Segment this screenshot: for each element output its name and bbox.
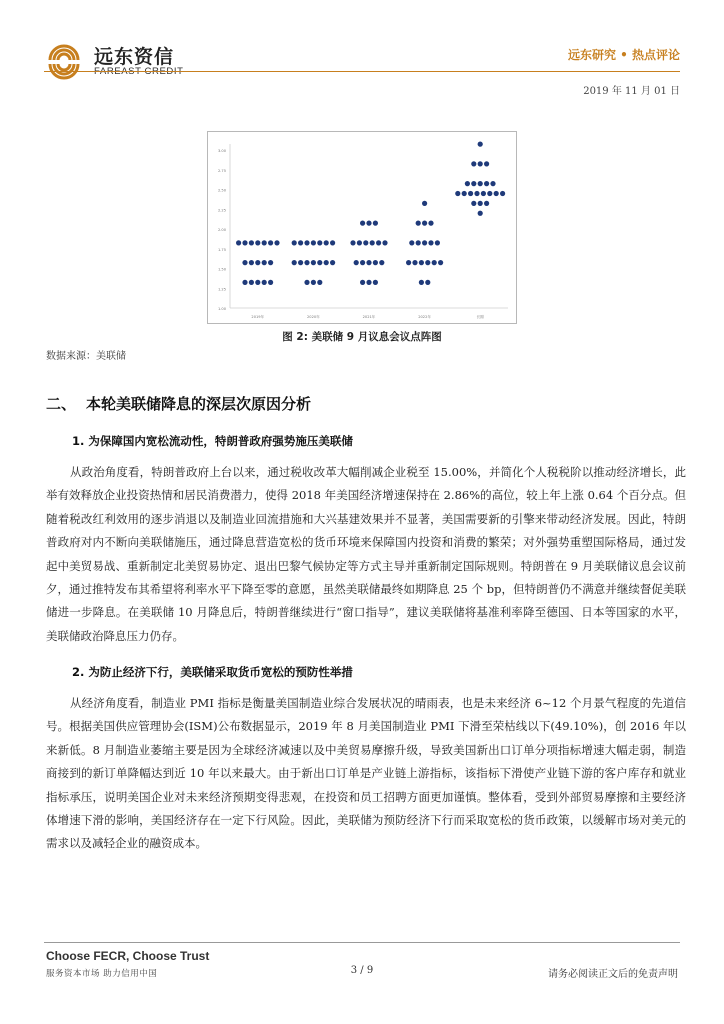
dot-marker: [330, 260, 335, 265]
dot-marker: [455, 191, 460, 196]
dot-marker: [422, 221, 427, 226]
dot-marker: [298, 240, 303, 245]
dot-marker: [311, 260, 316, 265]
dot-marker: [428, 221, 433, 226]
dot-marker: [471, 201, 476, 206]
x-tick-label: 2019年: [251, 315, 265, 319]
y-tick-label: 1.50: [217, 267, 226, 272]
dot-marker: [255, 260, 260, 265]
dot-marker: [249, 240, 254, 245]
dot-marker: [406, 260, 411, 265]
dot-marker: [242, 280, 247, 285]
dot-marker: [409, 240, 414, 245]
dot-marker: [317, 260, 322, 265]
dot-plot-chart: [207, 131, 517, 324]
subsection-2-title: 2. 为防止经济下行，美联储采取货币宽松的预防性举措: [72, 665, 353, 679]
dot-marker: [242, 260, 247, 265]
dot-marker: [438, 260, 443, 265]
dot-marker: [500, 191, 505, 196]
dot-marker: [366, 221, 371, 226]
dot-marker: [373, 260, 378, 265]
dot-marker: [268, 240, 273, 245]
footer-subslogan: 服务资本市场 助力信用中国: [46, 969, 158, 979]
fareast-logo-icon: [44, 40, 84, 80]
dot-marker: [242, 240, 247, 245]
dot-marker: [478, 211, 483, 216]
page-number: 3 / 9: [350, 965, 374, 976]
dot-marker: [487, 191, 492, 196]
y-tick-label: 2.75: [217, 168, 226, 173]
dot-marker: [262, 280, 267, 285]
dot-marker: [360, 221, 365, 226]
dot-marker: [360, 280, 365, 285]
dot-marker: [432, 260, 437, 265]
dot-marker: [298, 260, 303, 265]
page-header: [0, 0, 724, 100]
dot-marker: [474, 191, 479, 196]
footer-slogan: Choose FECR, Choose Trust: [46, 949, 210, 963]
dot-marker: [419, 280, 424, 285]
dot-marker: [262, 240, 267, 245]
header-divider: [44, 71, 680, 72]
dot-marker: [484, 161, 489, 166]
dot-marker: [484, 201, 489, 206]
subsection-1-title: 1. 为保障国内宽松流动性，特朗普政府强势施压美联储: [72, 434, 353, 448]
dot-marker: [382, 240, 387, 245]
dot-marker: [478, 201, 483, 206]
dot-marker: [422, 240, 427, 245]
x-tick-label: 2020年: [307, 315, 320, 319]
dot-marker: [422, 201, 427, 206]
dot-marker: [317, 280, 322, 285]
dot-marker: [481, 191, 486, 196]
figure-caption: 图 2: 美联储 9 月议息会议点阵图: [282, 331, 442, 343]
dot-marker: [435, 240, 440, 245]
y-tick-label: 3.00: [217, 149, 226, 153]
dot-marker: [304, 260, 309, 265]
dot-marker: [490, 181, 495, 186]
dot-marker: [311, 240, 316, 245]
dot-marker: [471, 161, 476, 166]
dot-marker: [249, 280, 254, 285]
dot-marker: [255, 240, 260, 245]
report-date: 2019 年 11 月 01 日: [583, 86, 680, 97]
company-logo: [44, 40, 224, 84]
dot-marker: [478, 181, 483, 186]
dot-marker: [354, 260, 359, 265]
section-number: 二、: [46, 395, 77, 413]
dot-marker: [311, 280, 316, 285]
dot-marker: [462, 191, 467, 196]
dot-plot-svg: [208, 132, 518, 325]
dot-marker: [412, 260, 417, 265]
dot-marker: [366, 280, 371, 285]
y-tick-label: 1.75: [217, 247, 226, 252]
dot-marker: [379, 260, 384, 265]
dot-marker: [304, 280, 309, 285]
footer-divider: [44, 942, 680, 943]
dot-marker: [363, 240, 368, 245]
dot-marker: [304, 240, 309, 245]
dot-marker: [292, 240, 297, 245]
dot-marker: [330, 240, 335, 245]
dot-marker: [255, 280, 260, 285]
dot-marker: [292, 260, 297, 265]
dot-marker: [373, 221, 378, 226]
dot-marker: [425, 260, 430, 265]
dot-marker: [419, 260, 424, 265]
y-tick-label: 2.25: [217, 208, 226, 213]
dot-marker: [425, 280, 430, 285]
dot-marker: [236, 240, 241, 245]
dot-marker: [268, 280, 273, 285]
dot-marker: [350, 240, 355, 245]
dot-marker: [317, 240, 322, 245]
footer-disclaimer: 请务必阅读正文后的免责声明: [548, 969, 678, 980]
dot-marker: [324, 260, 329, 265]
dot-marker: [268, 260, 273, 265]
dot-marker: [416, 221, 421, 226]
y-tick-label: 2.50: [217, 188, 226, 193]
dot-marker: [324, 240, 329, 245]
dot-marker: [428, 240, 433, 245]
data-source-note: 数据来源：美联储: [46, 351, 126, 362]
dot-marker: [376, 240, 381, 245]
subsection-1-paragraph: 从政治角度看，特朗普政府上台以来，通过税收改革大幅削减企业税至 15.00%，并简化个人税税阶以推动经济增长，此举有效释放企业投资热情和居民消费潜力，使得 2018 年美国经济增速保持在 2.86%的高位，较上年上涨 0.64 个百分点。但随着税改红利效用的逐步消退以及制造业回流措施和大兴基建效果并不显著，美国需要新的引擎来带动经济发展。因此，特朗普政府对内不断向美联储施压，通过降息营造宽松的货币环境来保障国内投资和消费的繁荣；对外强势重塑国际格局，通过发起中美贸易战、重新制定北美贸易协定、退出巴黎气候协定等方式主导并重新制定国际规则。特朗普在 9 月美联储议息会议前夕，通过推特发布其希望将利率水平下降至零的意愿，虽然美联储最终如期降息 25 个 bp，但特朗普仍不满意并继续督促美联储进一步降息。在美联储 10 月降息后，特朗普继续进行“窗口指导”，建议美联储将基准利率降至德国、日本等国家的水平，美联储政治降息压力仍存。: [46, 465, 686, 643]
dot-marker: [262, 260, 267, 265]
dot-marker: [357, 240, 362, 245]
dot-marker: [494, 191, 499, 196]
dot-marker: [416, 240, 421, 245]
section-title: 本轮美联储降息的深层次原因分析: [86, 395, 312, 413]
dot-marker: [471, 181, 476, 186]
x-tick-label: 2021年: [362, 315, 376, 319]
dot-marker: [478, 142, 483, 147]
y-tick-label: 2.00: [217, 228, 226, 232]
dot-marker: [468, 191, 473, 196]
dot-marker: [373, 280, 378, 285]
y-tick-label: 1.25: [217, 287, 226, 292]
dot-marker: [360, 260, 365, 265]
dot-marker: [366, 260, 371, 265]
dot-marker: [249, 260, 254, 265]
y-tick-label: 1.00: [217, 307, 226, 311]
x-tick-label: 长期: [476, 315, 484, 319]
dot-marker: [274, 240, 279, 245]
report-series-tag: 远东研究 • 热点评论: [567, 48, 680, 62]
section-heading: [46, 393, 311, 414]
dot-marker: [465, 181, 470, 186]
logo-chinese-name: 远东资信: [94, 46, 175, 68]
x-tick-label: 2022年: [418, 315, 431, 319]
dot-marker: [484, 181, 489, 186]
dot-marker: [370, 240, 375, 245]
subsection-2-paragraph: 从经济角度看，制造业 PMI 指标是衡量美国制造业综合发展状况的晴雨表，也是未来经济 6~12 个月景气程度的先道信号。根据美国供应管理协会(ISM)公布数据显示，2019 年 8 月美国制造业 PMI 下滑至荣枯线以下(49.10%)，创 2016 年以来新低。8 月制造业萎缩主要是因为全球经济减速以及中美贸易摩擦升级，导致美国新出口订单分项指标增速大幅走弱，制造商接到的新订单降幅达到近 10 年以来最大。由于新出口订单是产业链上游指标，该指标下滑使产业链下游的客户库存和就业指标承压，说明美国企业对未来经济预期变得悲观，在投资和员工招聘方面更加谨慎。整体看，受到外部贸易摩擦和主要经济体增速下滑的影响，美国经济存在一定下行风险。因此，美联储为预防经济下行而采取宽松的货币政策，以缓解市场对美元的需求以及减轻企业的融资成本。: [46, 696, 686, 851]
dot-marker: [478, 161, 483, 166]
